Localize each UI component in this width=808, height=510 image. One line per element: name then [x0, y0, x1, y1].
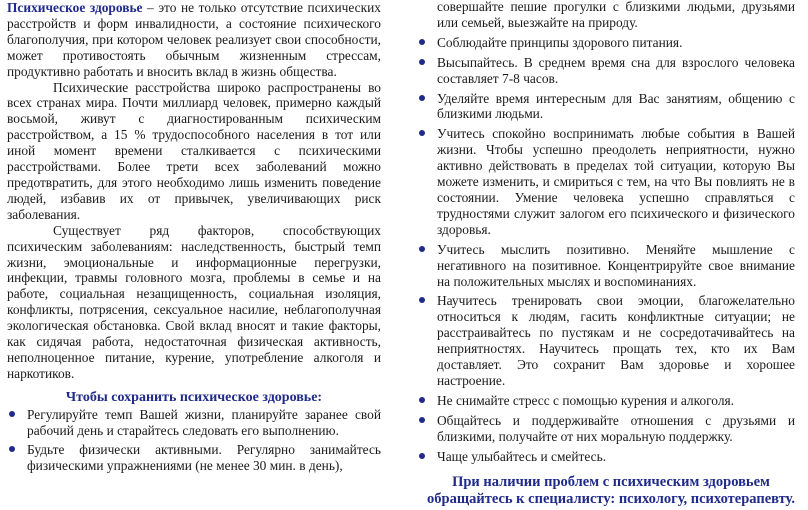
left-column	[7, 0, 381, 510]
bullet-icon	[419, 417, 425, 423]
bullet-icon	[9, 446, 15, 452]
list-item: Уделяйте время интересным для Вас занятиям, общению с близкими людьми.	[417, 91, 795, 123]
list-item: Будьте физически активными. Регулярно занимайтесь физическими упражнениями (не менее 30 мин. в день),	[7, 442, 381, 474]
tips-heading: Чтобы сохранить психическое здоровье:	[65, 389, 323, 405]
intro-paragraph	[7, 0, 381, 80]
right-tips-list	[417, 35, 795, 465]
list-item: Учитесь спокойно воспринимать любые события в Вашей жизни. Чтобы успешно преодолеть неприятности, нужно активно действовать в пределах той ситуации, которую Вы можете изменить, и смириться с тем, на что Вы повлиять не в состоянии. Умение человека успешно справляться с трудностями служит залогом его психического и физического здоровья.	[417, 126, 795, 237]
prevalence-paragraph: Психические расстройства широко распространены во всех странах мира. Почти миллиард человек, примерно каждый восьмой, живут с диагностированным психическим расстройством, а 15 % трудоспособного населения в тот или иной момент времени сталкивается с психическими расстройствами. Более трети всех заболеваний можно предотвратить, для этого необходимо лишь изменить поведение людей, избавив их от привычек, увеличивающих риск заболевания.	[7, 79, 381, 222]
list-item: Высыпайтесь. В среднем время сна для взрослого человека составляет 7-8 часов.	[417, 55, 795, 87]
specialist-callout: При наличии проблем с психическим здоровьем обращайтесь к специалисту: психологу, психотерапевту.	[427, 474, 795, 507]
left-tips-list	[7, 407, 381, 475]
list-item: Регулируйте темп Вашей жизни, планируйте заранее свой рабочий день и старайтесь следовать его выполнению.	[7, 407, 381, 439]
list-item: Учитесь мыслить позитивно. Меняйте мышление с негативного на позитивное. Концентрируйте свое внимание на положительных мыслях и воспоминаниях.	[417, 242, 795, 290]
factors-paragraph: Существует ряд факторов, способствующих психическим заболеваниям: наследственность, быстрый темп жизни, эмоциональные и информационные перегрузки, инфекции, травмы головного мозга, проблемы в семье и на работе, социальная незащищенность, социальная изоляция, конфликты, потрясения, сексуальное насилие, неблагополучная экологическая обстановка. Свой вклад вносят и такие факторы, как сидячая работа, недостаточная физическая активность, неполноценное питание, курение, употребление алкоголя и наркотиков.	[7, 222, 381, 381]
bullet-icon	[419, 59, 425, 65]
bullet-icon	[419, 39, 425, 45]
list-item: Общайтесь и поддерживайте отношения с друзьями и близкими, получайте от них моральную поддержку.	[417, 413, 795, 445]
intro-term: Психическое здоровье	[7, 0, 143, 15]
bullet-icon	[9, 411, 15, 417]
bullet-icon	[419, 246, 425, 252]
list-item: Соблюдайте принципы здорового питания.	[417, 35, 795, 51]
list-item: Не снимайте стресс с помощью курения и алкоголя.	[417, 393, 795, 409]
bullet-icon	[419, 95, 425, 101]
bullet-icon	[419, 397, 425, 403]
column-divider	[397, 0, 398, 510]
bullet-icon	[419, 130, 425, 136]
bullet-icon	[419, 453, 425, 459]
list-item: Научитесь тренировать свои эмоции, благожелательно относиться к людям, гасить конфликтные ситуации; не расстраивайтесь по пустякам и не сосредотачивайтесь на неприятностях. Научитесь прощать тех, кто их Вам доставляет. Это сохранит Вам здоровье и хорошее настроение.	[417, 293, 795, 388]
list-continuation: совершайте пешие прогулки с близкими людьми, друзьями или семьей, выезжайте на природу.	[437, 0, 795, 30]
right-column	[417, 0, 795, 510]
intro-text: – это не только отсутствие психических расстройств и форм инвалидности, а состояние психического благополучия, при котором человек реализует свои способности, может противостоять обычным жизненным стрессам, продуктивно работать и вносить вклад в жизнь общества.	[7, 0, 381, 79]
bullet-icon	[419, 297, 425, 303]
list-item: Чаще улыбайтесь и смейтесь.	[417, 449, 795, 465]
